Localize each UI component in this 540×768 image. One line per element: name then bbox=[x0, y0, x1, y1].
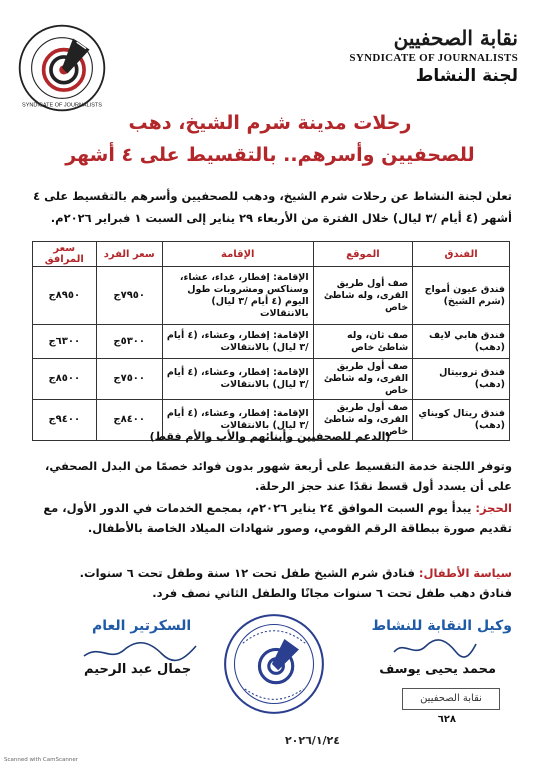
booking-paragraph bbox=[22, 498, 512, 538]
syndicate-stamp-icon bbox=[222, 612, 326, 716]
companion-price-cell: ٨٥٠٠ج bbox=[33, 359, 97, 400]
installment-paragraph: وتوفر اللجنة خدمة التقسيط على أربعة شهور بدون فوائد خصمًا من البدل الصحفي، على أن يسدد أول قسط نقدًا عند حجز الرحلة. bbox=[45, 459, 512, 493]
location-cell: صف ثان، وله شاطئ خاص bbox=[313, 325, 413, 359]
children-policy bbox=[22, 563, 512, 603]
table-header-row bbox=[33, 242, 510, 267]
location-cell: صف أول طريق القرى، وله شاطئ خاص bbox=[313, 267, 413, 325]
hotel-cell: فندق هابي لايف (دهب) bbox=[413, 325, 510, 359]
committee-name: لجنة النشاط bbox=[415, 66, 518, 86]
stay-cell: الإقامة: إفطار، وعشاء، (٤ أيام /٣ ليال) بالانتقالات bbox=[162, 400, 313, 441]
companion-price-cell: ٩٤٠٠ج bbox=[33, 400, 97, 441]
booking-text: يبدأ يوم السبت الموافق ٢٤ يناير ٢٠٢٦م، بمجمع الخدمات في الدور الأول، مع تقديم صورة ببطاقة الرقم القومي، وصور شهادات الميلاد الخاصة بالأطفال. bbox=[43, 501, 512, 535]
hotel-cell: فندق تروبيتال (دهب) bbox=[413, 359, 510, 400]
secretary-general-name: جمال عبد الرحيم bbox=[84, 662, 192, 677]
hotel-cell: فندق ريتال كويناي (دهب) bbox=[413, 400, 510, 441]
price-cell: ٥٣٠٠ج bbox=[96, 325, 162, 359]
price-cell: ٨٤٠٠ج bbox=[96, 400, 162, 441]
syndicate-logo-icon bbox=[16, 22, 108, 114]
children-policy-line1: فنادق شرم الشيخ طفل تحت ١٢ سنة وطفل تحت ٦ سنوات. bbox=[79, 566, 415, 580]
children-policy-line2: فنادق دهب طفل تحت ٦ سنوات مجانًا والطفل الثاني نصف فرد. bbox=[152, 586, 512, 600]
deputy-title: وكيل النقابة للنشاط bbox=[371, 618, 512, 634]
signature-scribble-right bbox=[390, 638, 480, 660]
companion-price-cell: ٨٩٥٠ج bbox=[33, 267, 97, 325]
handwritten-date: ٢٠٢٦/١/٢٤ bbox=[284, 734, 340, 747]
secretary-general-title: السكرتير العام bbox=[92, 618, 192, 634]
stay-cell: الإقامة: إفطار، وعشاء، (٤ أيام /٣ ليال) بالانتقالات bbox=[162, 325, 313, 359]
page-title: رحلات مدينة شرم الشيخ، دهب bbox=[128, 112, 412, 134]
table-row bbox=[33, 359, 510, 400]
price-cell: ٧٩٥٠ج bbox=[96, 267, 162, 325]
stay-cell: الإقامة: إفطار، وعشاء، (٤ أيام /٣ ليال) بالانتقالات bbox=[162, 359, 313, 400]
table-row bbox=[33, 267, 510, 325]
signature-scribble-left bbox=[80, 640, 200, 664]
support-note: (الدعم للصحفيين وأبنائهم والأب والأم فقط) bbox=[149, 430, 391, 443]
page-subtitle: للصحفيين وأسرهم.. بالتقسيط على ٤ أشهر bbox=[65, 144, 475, 166]
price-cell: ٧٥٠٠ج bbox=[96, 359, 162, 400]
table-row bbox=[33, 325, 510, 359]
stamp-number: ٦٢٨ bbox=[437, 714, 456, 725]
column-header-price: سعر الفرد bbox=[96, 242, 162, 267]
column-header-stay: الإقامة bbox=[162, 242, 313, 267]
org-name-arabic: نقابة الصحفيين bbox=[393, 26, 518, 50]
trips-table bbox=[32, 241, 510, 441]
column-header-location: الموقع bbox=[313, 242, 413, 267]
booking-label: الحجز: bbox=[475, 501, 512, 515]
location-cell: صف أول طريق القرى، وله شاطئ خاص bbox=[313, 400, 413, 441]
hotel-cell: فندق عيون أمواج (شرم الشيخ) bbox=[413, 267, 510, 325]
intro-paragraph: تعلن لجنة النشاط عن رحلات شرم الشيخ، ودهب للصحفيين وأسرهم بالتقسيط على ٤ أشهر (٤ أيام /٣ ليال) خلال الفترة من الأربعاء ٢٩ يناير إلى السبت ١ فبراير ٢٠٢٦م. bbox=[33, 189, 512, 225]
column-header-hotel: الفندق bbox=[413, 242, 510, 267]
org-name-english: SYNDICATE OF JOURNALISTS bbox=[349, 52, 518, 64]
children-policy-label: سياسة الأطفال: bbox=[418, 566, 512, 580]
companion-price-cell: ٦٣٠٠ج bbox=[33, 325, 97, 359]
location-cell: صف أول طريق القرى، وله شاطئ خاص bbox=[313, 359, 413, 400]
svg-text:SYNDICATE OF JOURNALISTS: SYNDICATE OF JOURNALISTS bbox=[22, 102, 102, 109]
received-stamp: نقابة الصحفيين bbox=[402, 688, 500, 710]
column-header-companion-price: سعر المرافق bbox=[33, 242, 97, 267]
deputy-name: محمد يحيى يوسف bbox=[379, 662, 496, 677]
scanner-watermark: Scanned with CamScanner bbox=[4, 757, 78, 763]
stay-cell: الإقامة: إفطار، غداء، عشاء، وسناكس ومشروبات طول اليوم (٤ أيام /٣ ليال) بالانتقالات bbox=[162, 267, 313, 325]
